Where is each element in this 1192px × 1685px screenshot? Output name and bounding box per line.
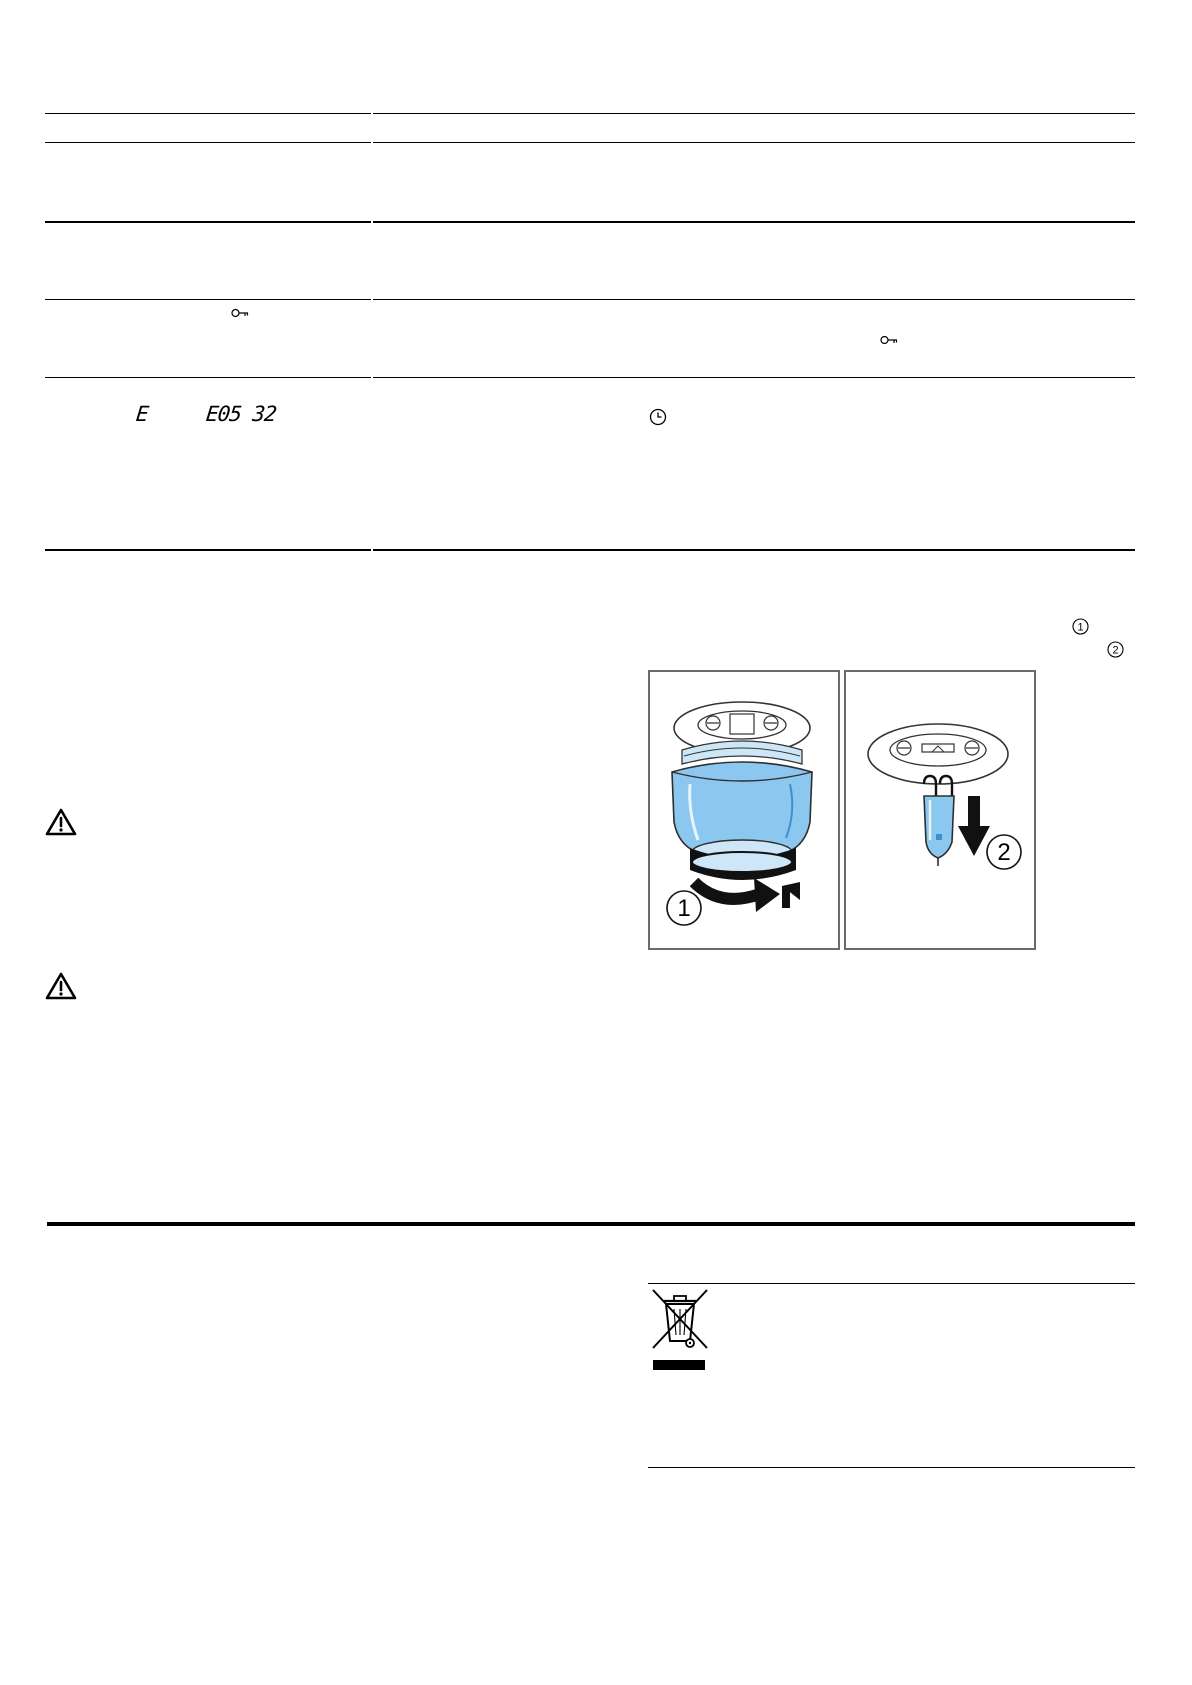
figure-unscrew-cover bbox=[648, 670, 840, 950]
table-header-rule-left bbox=[45, 142, 371, 143]
figure-step-2-label: 2 bbox=[997, 839, 1011, 866]
clock-icon bbox=[649, 408, 667, 426]
table-bottom-rule-left bbox=[45, 549, 371, 551]
table-bottom-rule-right bbox=[373, 549, 1135, 551]
table-top-rule-left bbox=[45, 113, 371, 114]
figure-remove-bulb bbox=[844, 670, 1036, 950]
display-code-short: E bbox=[134, 402, 149, 426]
step-2-marker-label: 2 bbox=[1112, 644, 1119, 657]
lamp-cover-illustration bbox=[650, 672, 838, 948]
table-header-rule-right bbox=[373, 142, 1135, 143]
key-icon bbox=[880, 334, 898, 346]
table-top-rule-right bbox=[373, 113, 1135, 114]
step-2-marker-icon bbox=[1107, 641, 1124, 658]
display-code-example: E05 32 bbox=[204, 402, 278, 426]
section-divider bbox=[47, 1222, 1135, 1226]
disposal-box-bottom-rule bbox=[648, 1467, 1135, 1468]
bulb-illustration bbox=[846, 672, 1034, 948]
key-icon bbox=[231, 307, 249, 319]
warning-triangle-icon bbox=[45, 972, 77, 1000]
table-row-rule-left bbox=[45, 299, 371, 300]
table-row-rule-right bbox=[373, 377, 1135, 378]
warning-triangle-icon bbox=[45, 808, 77, 836]
figure-step-1-label: 1 bbox=[677, 895, 691, 922]
crossed-out-wheelie-bin-icon bbox=[650, 1287, 710, 1371]
step-1-marker-label: 1 bbox=[1077, 621, 1084, 634]
disposal-box-top-rule bbox=[648, 1283, 1135, 1284]
table-row-rule-right bbox=[373, 299, 1135, 300]
table-row-rule-right bbox=[373, 221, 1135, 223]
step-1-marker-icon bbox=[1072, 618, 1089, 635]
table-row-rule-left bbox=[45, 221, 371, 223]
table-row-rule-left bbox=[45, 377, 371, 378]
